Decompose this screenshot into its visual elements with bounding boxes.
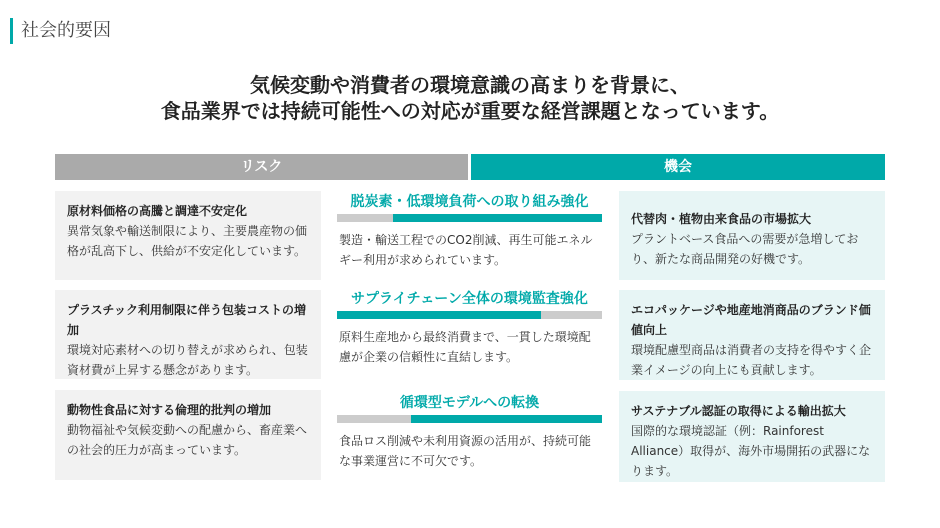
opportunity-card-1	[619, 191, 885, 280]
opportunity-header: 機会	[471, 154, 885, 180]
initiative-progress-track	[337, 311, 602, 319]
initiative-body: 製造・輸送工程でのCO2削減、再生可能エネルギー利用が求められています。	[339, 233, 593, 267]
opportunity-body: プラントベース食品への需要が急増しており、新たな商品開発の好機です。	[631, 232, 859, 266]
risk-body: 環境対応素材への切り替えが求められ、包装資材費が上昇する懸念があります。	[67, 343, 308, 377]
risk-title: 動物性食品に対する倫理的批判の増加	[67, 403, 272, 417]
risk-card-3	[55, 390, 321, 480]
risk-card-1	[55, 191, 321, 280]
initiative-progress-track	[337, 214, 602, 222]
initiative-body: 原料生産地から最終消費まで、一貫した環境配慮が企業の信頼性に直結します。	[339, 330, 591, 364]
headline-line-2: 食品業界では持続可能性への対応が重要な経営課題となっています。	[160, 99, 780, 123]
opportunity-body: 国際的な環境認証（例：Rainforest Alliance）取得が、海外市場開拓の武器になります。	[631, 424, 871, 478]
initiative-progress-track	[337, 415, 602, 423]
initiative-title: サプライチェーン全体の環境監査強化	[351, 291, 588, 307]
initiative-1	[337, 192, 602, 270]
initiative-body: 食品ロス削減や未利用資源の活用が、持続可能な事業運営に不可欠です。	[339, 434, 592, 468]
headline	[0, 72, 940, 124]
opportunity-title: エコパッケージや地産地消商品のブランド価値向上	[631, 303, 871, 337]
page-title: 社会的要因	[10, 18, 111, 44]
opportunity-body: 環境配慮型商品は消費者の支持を得やすく企業イメージの向上にも貢献します。	[631, 343, 872, 377]
risk-title: プラスチック利用制限に伴う包装コストの増加	[67, 303, 307, 337]
initiative-progress-fill	[411, 415, 602, 423]
initiative-2	[337, 289, 602, 367]
risk-header: リスク	[55, 154, 468, 180]
opportunity-card-3	[619, 391, 885, 482]
initiative-title: 脱炭素・低環境負荷への取り組み強化	[350, 194, 589, 210]
initiative-3	[337, 393, 602, 471]
initiative-progress-fill	[393, 214, 602, 222]
headline-line-1: 気候変動や消費者の環境意識の高まりを背景に、	[250, 73, 690, 97]
risk-title: 原材料価格の高騰と調達不安定化	[67, 204, 248, 218]
opportunity-title: 代替肉・植物由来食品の市場拡大	[631, 212, 812, 226]
opportunity-title: サステナブル認証の取得による輸出拡大	[631, 404, 846, 418]
risk-body: 動物福祉や気候変動への配慮から、畜産業への社会的圧力が高まっています。	[67, 423, 308, 457]
initiative-progress-fill	[337, 311, 541, 319]
risk-body: 異常気象や輸送制限により、主要農産物の価格が乱高下し、供給が不安定化しています。	[67, 224, 308, 258]
risk-card-2	[55, 290, 321, 379]
initiative-title: 循環型モデルへの転換	[399, 395, 540, 411]
opportunity-card-2	[619, 290, 885, 380]
